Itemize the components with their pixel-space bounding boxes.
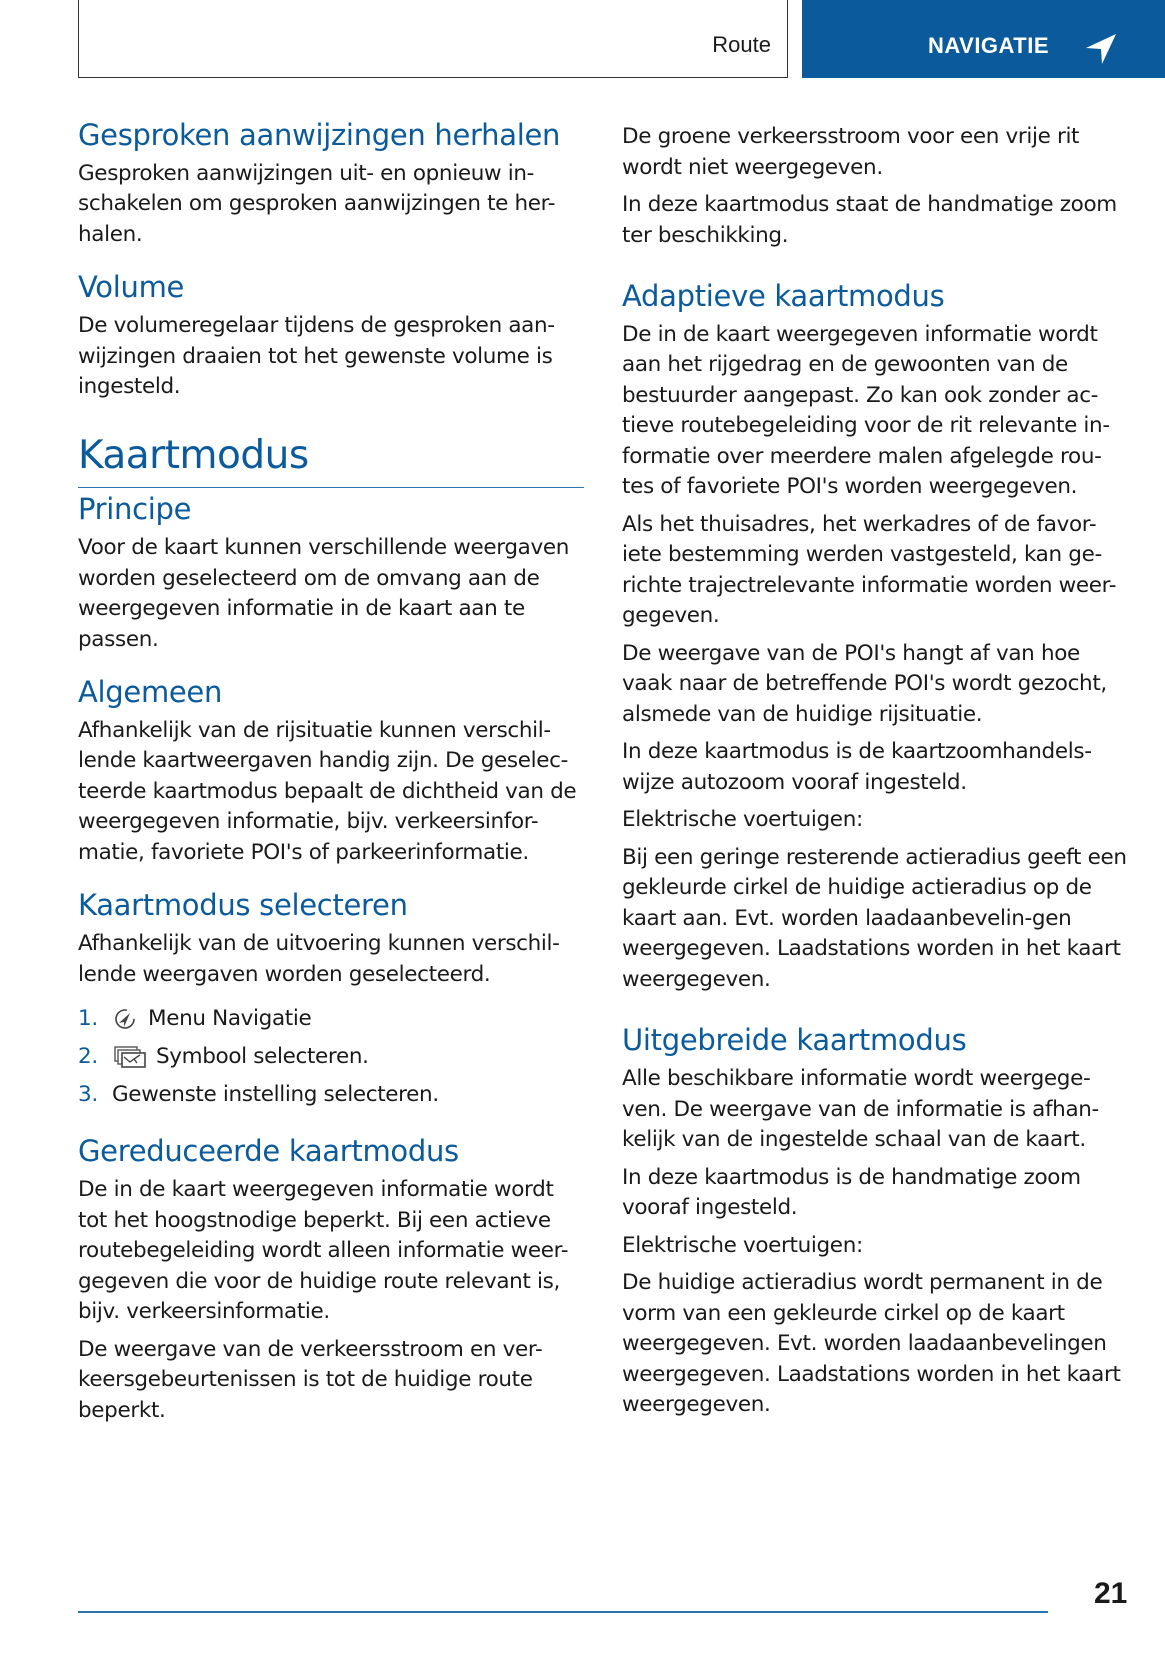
section-heading: Algemeen <box>78 675 223 710</box>
step-number: 3. <box>78 1082 98 1108</box>
running-header <box>78 0 788 78</box>
section-label: Route <box>712 32 771 57</box>
section-volume <box>78 270 584 402</box>
step-text: Symbool selecteren. <box>156 1044 369 1070</box>
navigation-arrow-icon <box>1084 30 1120 66</box>
section-heading: Uitgebreide kaartmodus <box>622 1023 967 1058</box>
left-column <box>78 118 584 1446</box>
step-item <box>78 1076 584 1114</box>
section-kaartmodus <box>78 433 584 489</box>
paragraph: Bij een geringe resterende actieradius geeft een gekleurde cirkel de huidige actieradius op de kaart aan. Evt. worden laadaanbevelin-gen weergegeven. Laadstations worden in het kaart weergegeven. <box>622 844 1127 992</box>
section-heading: Kaartmodus selecteren <box>78 888 408 923</box>
section-selecteren <box>78 888 584 1114</box>
section-heading: Adaptieve kaartmodus <box>622 279 945 313</box>
section-heading: Gereduceerde kaartmodus <box>78 1134 459 1169</box>
section-continued <box>622 122 1127 251</box>
chapter-heading: Kaartmodus <box>78 433 584 489</box>
paragraph: Gesproken aanwijzingen uit- en opnieuw in-schakelen om gesproken aanwijzingen te her-halen. <box>78 160 556 247</box>
page-number: 21 <box>1094 1577 1128 1610</box>
section-heading: Volume <box>78 270 185 305</box>
section-repeat-instructions <box>78 118 584 250</box>
paragraph: De volumeregelaar tijdens de gesproken aan-wijzingen draaien tot het gewenste volume is ingesteld. <box>78 313 555 400</box>
step-number: 2. <box>78 1044 98 1070</box>
chapter-tab <box>802 0 1165 78</box>
section-principe <box>78 492 584 655</box>
footer-divider <box>78 1611 1048 1613</box>
paragraph: Voor de kaart kunnen verschillende weergaven worden geselecteerd om de omvang aan de weergegeven informatie in de kaart aan te passen. <box>78 535 570 652</box>
step-number: 1. <box>78 1006 98 1032</box>
step-item <box>78 1038 584 1076</box>
paragraph: De groene verkeersstroom voor een vrije rit wordt niet weergegeven. <box>622 124 1080 180</box>
right-column <box>622 118 1127 1441</box>
paragraph: In deze kaartmodus staat de handmatige zoom ter beschikking. <box>622 192 1117 248</box>
paragraph: Elektrische voertuigen: <box>622 807 863 833</box>
paragraph: De weergave van de POI's hangt af van hoe vaak naar de betreffende POI's wordt gezocht, alsmede van de huidige rijsituatie. <box>622 640 1107 727</box>
chapter-tab-label: NAVIGATIE <box>928 33 1050 58</box>
paragraph: Elektrische voertuigen: <box>622 1232 863 1258</box>
section-adaptieve <box>622 279 1127 995</box>
paragraph: De huidige actieradius wordt permanent in de vorm van een gekleurde cirkel op de kaart weergegeven. Evt. worden laadaanbevelingen weergegeven. Laadstations worden in het kaart weergegeven. <box>622 1270 1121 1418</box>
navigation-menu-icon <box>112 1007 140 1031</box>
step-text: Gewenste instelling selecteren. <box>112 1082 439 1108</box>
paragraph: In deze kaartmodus is de handmatige zoom vooraf ingesteld. <box>622 1164 1081 1221</box>
section-heading: Principe <box>78 492 192 527</box>
steps-list <box>78 1000 584 1114</box>
paragraph: De in de kaart weergegeven informatie wordt aan het rijgedrag en de gewoonten van de bestuurder aangepast. Zo kan ook zonder ac-tieve routebegeleiding voor de rit relevante in-formatie over meerdere malen afgelegde rou-tes of favoriete POI's worden weergegeven. <box>622 321 1110 500</box>
paragraph: Afhankelijk van de uitvoering kunnen verschil-lende weergaven worden geselecteerd. <box>78 931 560 987</box>
paragraph: De in de kaart weergegeven informatie wordt tot het hoogstnodige beperkt. Bij een actieve routebegeleiding wordt alleen informatie weer-gegeven die voor de huidige route relevant is, bijv. verkeersinformatie. <box>78 1177 569 1325</box>
section-gereduceerde <box>78 1134 584 1426</box>
map-view-icon <box>112 1045 148 1069</box>
paragraph: Als het thuisadres, het werkadres of de favor-iete bestemming werden vastgesteld, kan ge-richte trajectrelevante informatie worden weer-gegeven. <box>622 511 1117 629</box>
step-text: Menu Navigatie <box>148 1006 312 1032</box>
section-heading: Gesproken aanwijzingen herhalen <box>78 118 561 152</box>
paragraph: De weergave van de verkeersstroom en ver-keersgebeurtenissen is tot de huidige route beperkt. <box>78 1336 543 1423</box>
paragraph: Afhankelijk van de rijsituatie kunnen verschil-lende kaartweergaven handig zijn. De geselec-teerde kaartmodus bepaalt de dichtheid van de weergegeven informatie, bijv. verkeersinfor-matie, favoriete POI's of parkeerinformatie. <box>78 717 577 865</box>
section-algemeen <box>78 675 584 868</box>
step-item <box>78 1000 584 1038</box>
paragraph: Alle beschikbare informatie wordt weergege-ven. De weergave van de informatie is afhan-kelijk van de ingestelde schaal van de kaart. <box>622 1066 1099 1153</box>
section-uitgebreide <box>622 1023 1127 1420</box>
paragraph: In deze kaartmodus is de kaartzoomhandels-wijze autozoom vooraf ingesteld. <box>622 739 1092 795</box>
